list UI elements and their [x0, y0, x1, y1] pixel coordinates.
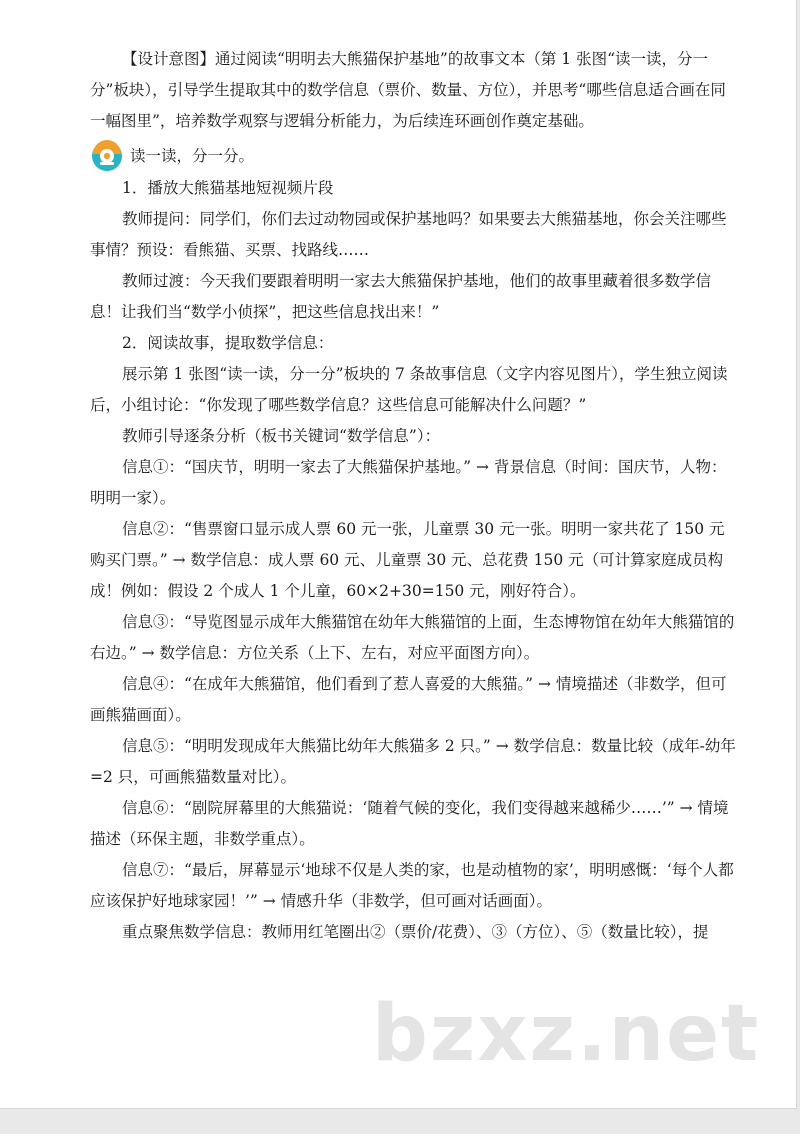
teacher-transition: 教师过渡：今天我们要跟着明明一家去大熊猫保护基地，他们的故事里藏着很多数学信息！让我们当“数学小侦探”，把这些信息找出来！” — [90, 272, 712, 321]
teacher-guide: 教师引导逐条分析（板书关键词“数学信息”）： — [122, 427, 441, 445]
show-story-paragraph: 展示第 1 张图“读一读，分一分”板块的 7 条故事信息（文字内容见图片），学生独立阅读后，小组讨论：“你发现了哪些数学信息？这些信息可能解决什么问题？” — [90, 365, 728, 414]
teacher-question: 教师提问：同学们，你们去过动物园或保护基地吗？如果要去大熊猫基地，你会关注哪些事情？预设：看熊猫、买票、找路线…… — [90, 210, 727, 259]
section-header — [90, 139, 738, 173]
info-item: 信息④：“在成年大熊猫馆，他们看到了惹人喜爱的大熊猫。” → 情境描述（非数学，但可画熊猫画面）。 — [90, 675, 727, 724]
step1-heading: 1．播放大熊猫基地短视频片段 — [122, 179, 334, 197]
focus-line: 重点聚焦数学信息：教师用红笔圈出②（票价/花费）、③（方位）、⑤（数量比较），提 — [122, 923, 709, 941]
section-title: 读一读，分一分。 — [130, 146, 255, 165]
watermark-logo: bzxz.net — [372, 989, 761, 1079]
step2-heading: 2．阅读故事，提取数学信息： — [122, 334, 334, 352]
info-item: 信息⑤：“明明发现成年大熊猫比幼年大熊猫多 2 只。” → 数学信息：数量比较（成年-幼年=2 只，可画熊猫数量对比）。 — [90, 737, 736, 786]
document-body — [90, 44, 738, 948]
info-item: 信息⑥：“剧院屏幕里的大熊猫说：‘随着气候的变化，我们变得越来越稀少……’” → 情境描述（环保主题，非数学重点）。 — [90, 799, 729, 848]
design-intent-paragraph: 【设计意图】通过阅读“明明去大熊猫保护基地”的故事文本（第 1 张图“读一读，分一分”板块），引导学生提取其中的数学信息（票价、数量、方位），并思考“哪些信息适合画在同一幅图里”，培养数学观察与逻辑分析能力，为后续连环画创作奠定基础。 — [90, 50, 726, 130]
info-item: 信息③：“导览图显示成年大熊猫馆在幼年大熊猫馆的上面，生态博物馆在幼年大熊猫馆的右边。” → 数学信息：方位关系（上下、左右，对应平面图方向）。 — [90, 613, 735, 662]
info-item: 信息②：“售票窗口显示成人票 60 元一张，儿童票 30 元一张。明明一家共花了 150 元购买门票。” → 数学信息：成人票 60 元、儿童票 30 元、总花费 150 元（可计算家庭成员构成！例如：假设 2 个成人 1 个儿童，60×2+30=150 元，刚好符合）。 — [90, 520, 725, 600]
page-gap — [0, 1110, 800, 1134]
info-item: 信息⑦：“最后，屏幕显示‘地球不仅是人类的家，也是动植物的家’，明明感慨：‘每个人都应该保护好地球家园！’” → 情感升华（非数学，但可画对话画面）。 — [90, 861, 734, 910]
info-item: 信息①：“国庆节，明明一家去了大熊猫保护基地。” → 背景信息（时间：国庆节，人物：明明一家）。 — [90, 458, 727, 507]
read-section-icon — [90, 139, 124, 173]
